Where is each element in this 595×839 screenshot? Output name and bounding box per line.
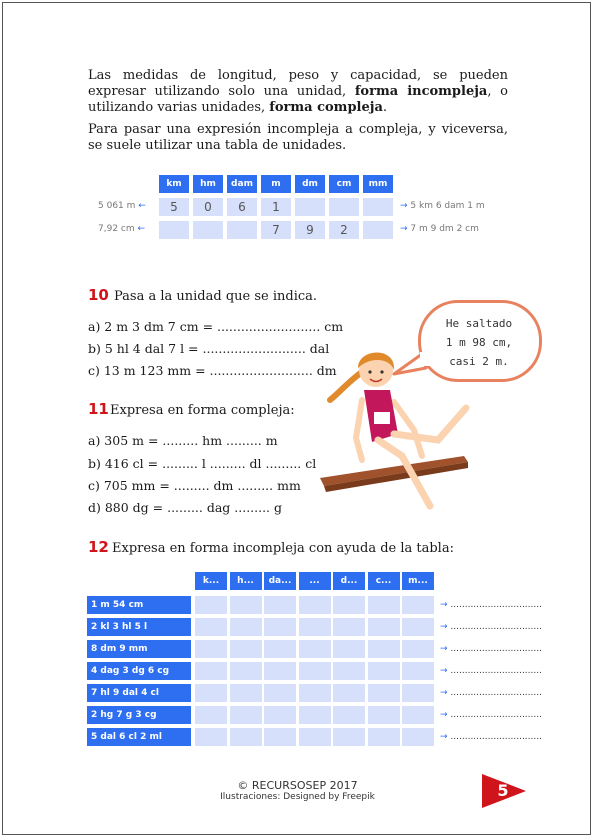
ex12-empty-cell: [332, 639, 366, 659]
answer-dots: ................................: [450, 600, 542, 610]
ex12-empty-cell: [263, 617, 297, 637]
gymnast-illustration: [318, 330, 478, 510]
ex12-empty-cell: [332, 661, 366, 681]
ex12-empty-cell: [401, 683, 435, 703]
answer-dots: ................................: [450, 688, 542, 698]
ex12-empty-cell: [298, 683, 332, 703]
ex12-empty-cell: [263, 683, 297, 703]
ex12-empty-cell: [194, 617, 228, 637]
intro-paragraph-2: Para pasar una expresión incompleja a compleja, y viceversa, se suele utilizar una tabla de unidades.: [88, 122, 508, 153]
example-header-cm: cm: [328, 174, 360, 194]
arrow-left-icon: ←: [138, 201, 146, 211]
arrow-right-icon: →: [440, 732, 448, 742]
arrow-right-icon: →: [440, 666, 448, 676]
answer-dots: ................................: [450, 666, 542, 676]
example-header-dam: dam: [226, 174, 258, 194]
ex12-empty-cell: [194, 705, 228, 725]
ex12-row-label: 4 dag 3 dg 6 cg: [86, 661, 192, 681]
ex12-empty-cell: [194, 683, 228, 703]
ex12-empty-cell: [263, 727, 297, 747]
example-cell: [226, 220, 258, 240]
intro-bold-compleja: forma compleja: [269, 100, 383, 115]
ex12-answer-line: [440, 688, 542, 698]
exercise-11-item-b: b) 416 cl = ......... l ......... dl ......... cl: [88, 456, 317, 471]
example-header-hm: hm: [192, 174, 224, 194]
example-cell: 2: [328, 220, 360, 240]
arrow-right-icon: →: [400, 201, 408, 211]
ex12-empty-cell: [367, 661, 401, 681]
bubble-line-3: casi 2 m.: [449, 355, 509, 368]
exercise-12-title: Expresa en forma incompleja con ayuda de la tabla:: [112, 541, 454, 556]
ex12-empty-cell: [367, 617, 401, 637]
example-cell: [362, 197, 394, 217]
ex12-answer-line: [440, 666, 542, 676]
example-cell: [294, 197, 326, 217]
exercise-11-item-c: c) 705 mm = ......... dm ......... mm: [88, 478, 301, 493]
ex12-header-cell: c...: [367, 571, 401, 591]
exercise-11-number: 11: [88, 400, 109, 418]
example-cell: [362, 220, 394, 240]
ex12-empty-cell: [332, 617, 366, 637]
exercise-11-title: Expresa en forma compleja:: [110, 403, 295, 418]
ex12-empty-cell: [298, 705, 332, 725]
ex12-empty-cell: [401, 661, 435, 681]
example-cell: [192, 220, 224, 240]
ex12-empty-cell: [194, 639, 228, 659]
ex12-empty-cell: [263, 661, 297, 681]
intro-bold-incompleja: forma incompleja: [354, 84, 488, 99]
ex12-empty-cell: [229, 683, 263, 703]
ex12-empty-cell: [367, 705, 401, 725]
page-number: 5: [497, 781, 509, 800]
example-header-m: m: [260, 174, 292, 194]
example-cell: 5: [158, 197, 190, 217]
ex12-row-label: 2 kl 3 hl 5 l: [86, 617, 192, 637]
arrow-right-icon: →: [440, 644, 448, 654]
example-header-mm: mm: [362, 174, 394, 194]
intro-text-c: , o utilizando varias unidades,: [88, 84, 508, 115]
ex12-header-cell: ...: [298, 571, 332, 591]
exercise-10-item-a: a) 2 m 3 dm 7 cm = .......................... cm: [88, 319, 344, 334]
ex12-row-label: 5 dal 6 cl 2 ml: [86, 727, 192, 747]
ex12-empty-cell: [229, 595, 263, 615]
intro-paragraph-1: [88, 68, 508, 116]
footer-copyright: © RECURSOSEP 2017: [237, 779, 358, 792]
bubble-line-2: 1 m 98 cm,: [445, 336, 513, 349]
example-cell: 7: [260, 220, 292, 240]
ex12-empty-cell: [298, 639, 332, 659]
example-left-value: 5 061 m: [98, 201, 136, 211]
ex12-empty-cell: [401, 727, 435, 747]
ex12-answer-line: [440, 600, 542, 610]
example-right-value: 7 m 9 dm 2 cm: [410, 224, 479, 234]
ex12-answer-line: [440, 644, 542, 654]
example-cell: [158, 220, 190, 240]
example-left-label: [98, 201, 146, 211]
ex12-empty-cell: [367, 639, 401, 659]
exercise-12-number: 12: [88, 538, 109, 556]
exercise-11-item-d: d) 880 dg = ......... dag ......... g: [88, 500, 283, 515]
ex12-empty-cell: [401, 617, 435, 637]
ex12-header-cell: d...: [332, 571, 366, 591]
ex12-empty-cell: [332, 705, 366, 725]
ex12-empty-cell: [367, 683, 401, 703]
answer-dots: ................................: [450, 644, 542, 654]
ex12-answer-line: [440, 732, 542, 742]
ex12-empty-cell: [332, 727, 366, 747]
ex12-empty-cell: [298, 617, 332, 637]
ex12-empty-cell: [229, 617, 263, 637]
ex12-empty-cell: [367, 727, 401, 747]
example-left-value: 7,92 cm: [98, 224, 135, 234]
exercise-10-title: Pasa a la unidad que se indica.: [114, 289, 318, 304]
example-cell: 0: [192, 197, 224, 217]
ex12-header-cell: m...: [401, 571, 435, 591]
ex12-row-label: 2 hg 7 g 3 cg: [86, 705, 192, 725]
answer-dots: ................................: [450, 710, 542, 720]
exercise-11-item-a: a) 305 m = ......... hm ......... m: [88, 433, 278, 448]
exercise-10-number: 10: [88, 286, 109, 304]
answer-dots: ................................: [450, 622, 542, 632]
example-right-value: 5 km 6 dam 1 m: [410, 201, 485, 211]
ex12-empty-cell: [263, 639, 297, 659]
exercise-10-item-c: c) 13 m 123 mm = .......................... dm: [88, 363, 337, 378]
arrow-right-icon: →: [440, 688, 448, 698]
ex12-row-label: 8 dm 9 mm: [86, 639, 192, 659]
footer-credits: Ilustraciones: Designed by Freepik: [220, 792, 375, 802]
ex12-empty-cell: [401, 639, 435, 659]
ex12-row-label: 1 m 54 cm: [86, 595, 192, 615]
ex12-empty-cell: [332, 683, 366, 703]
ex12-empty-cell: [229, 705, 263, 725]
ex12-header-cell: k...: [194, 571, 228, 591]
example-header-km: km: [158, 174, 190, 194]
ex12-row-label: 7 hl 9 dal 4 cl: [86, 683, 192, 703]
ex12-empty-cell: [298, 727, 332, 747]
ex12-empty-cell: [194, 595, 228, 615]
example-cell: [328, 197, 360, 217]
ex12-empty-cell: [229, 661, 263, 681]
example-cell: 6: [226, 197, 258, 217]
ex12-answer-line: [440, 622, 542, 632]
example-left-label: [98, 224, 145, 234]
ex12-empty-cell: [401, 705, 435, 725]
example-cell: 9: [294, 220, 326, 240]
example-right-label: [400, 201, 485, 211]
intro-text-e: .: [382, 100, 388, 115]
ex12-empty-cell: [263, 705, 297, 725]
arrow-left-icon: ←: [137, 224, 146, 234]
intro-text-a: Las medidas de longitud, peso y capacidad, se pueden expresar utilizando solo una unidad,: [88, 68, 508, 99]
answer-dots: ................................: [450, 732, 542, 742]
ex12-header-cell: h...: [229, 571, 263, 591]
ex12-empty-cell: [298, 595, 332, 615]
ex12-empty-cell: [367, 595, 401, 615]
ex12-answer-line: [440, 710, 542, 720]
arrow-right-icon: →: [400, 224, 408, 234]
ex12-empty-cell: [332, 595, 366, 615]
arrow-right-icon: →: [440, 710, 448, 720]
arrow-right-icon: →: [440, 600, 448, 610]
ex12-empty-cell: [194, 661, 228, 681]
example-header-dm: dm: [294, 174, 326, 194]
ex12-empty-cell: [401, 595, 435, 615]
bubble-line-1: He saltado: [445, 317, 513, 330]
ex12-empty-cell: [229, 727, 263, 747]
example-cell: 1: [260, 197, 292, 217]
ex12-empty-cell: [263, 595, 297, 615]
ex12-empty-cell: [229, 639, 263, 659]
ex12-header-cell: da...: [263, 571, 297, 591]
ex12-empty-cell: [194, 727, 228, 747]
example-right-label: [400, 224, 479, 234]
intro-text: [88, 68, 508, 160]
ex12-empty-cell: [298, 661, 332, 681]
exercise-10-item-b: b) 5 hl 4 dal 7 l = .......................... dal: [88, 341, 330, 356]
arrow-right-icon: →: [440, 622, 448, 632]
